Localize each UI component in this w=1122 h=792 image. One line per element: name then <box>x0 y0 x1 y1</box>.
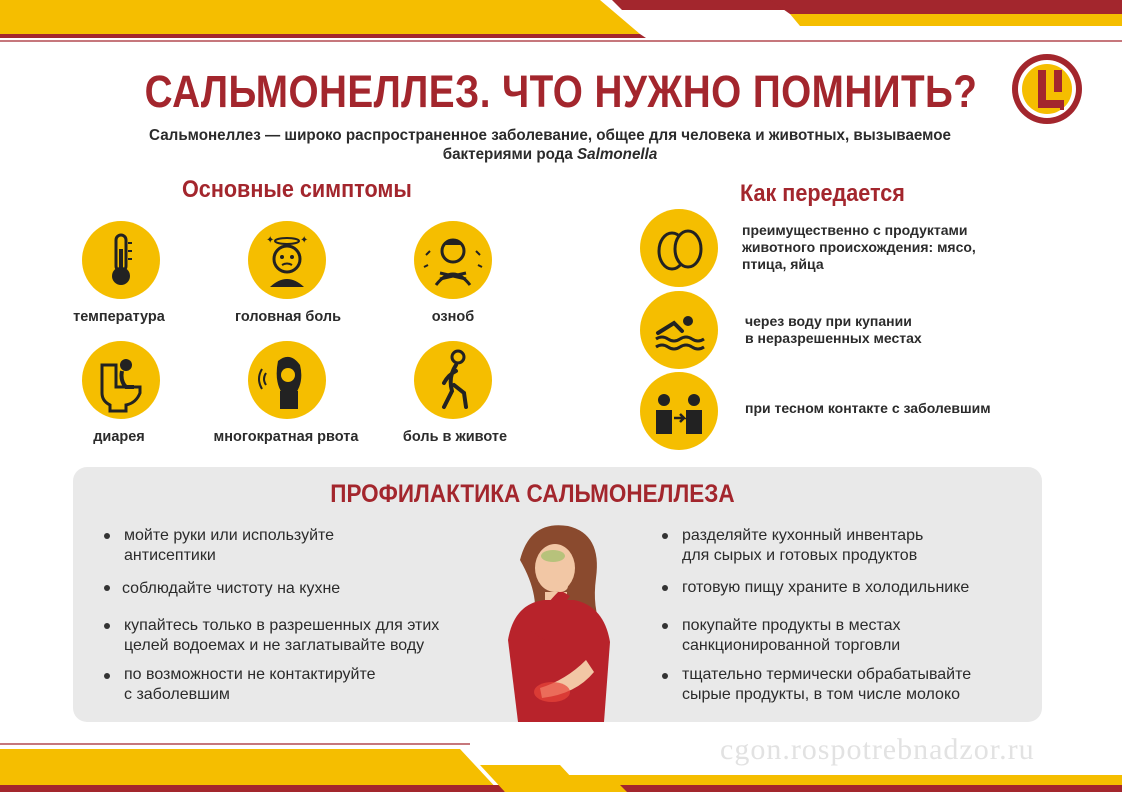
thermometer-icon <box>82 221 160 299</box>
symptom-label: диарея <box>93 429 145 445</box>
prevention-heading: ПРОФИЛАКТИКА САЛЬМОНЕЛЛЕЗА <box>330 480 735 508</box>
bullet-line: купайтесь только в разрешенных для этих <box>124 617 440 634</box>
bullet-dot <box>104 585 110 591</box>
bullet-line: с заболевшим <box>124 686 230 703</box>
transmission-item-3 <box>745 400 991 417</box>
bullet-dot <box>662 585 668 591</box>
transmission-line: преимущественно с продуктами <box>742 222 968 238</box>
top-stripes <box>0 0 1122 45</box>
bullet-line: санкционированной торговли <box>682 637 901 654</box>
prevention-right-item-2 <box>682 578 969 598</box>
bullet-line: покупайте продукты в местах <box>682 617 901 634</box>
prevention-left-item-3 <box>124 616 439 656</box>
prevention-left-item-4 <box>124 665 376 705</box>
bullet-dot <box>104 673 110 679</box>
transmission-line: при тесном контакте с заболевшим <box>745 400 991 416</box>
svg-text:✦: ✦ <box>300 235 309 246</box>
watermark: cgon.rospotrebnadzor.ru <box>720 733 1035 766</box>
chills-icon <box>414 221 492 299</box>
bullet-line: целей водоемах и не заглатывайте воду <box>124 637 425 654</box>
symptoms-heading: Основные симптомы <box>182 176 412 203</box>
subtitle-line2 <box>123 145 978 164</box>
toilet-icon <box>82 341 160 419</box>
symptom-label: боль в животе <box>402 429 508 445</box>
bullet-line: разделяйте кухонный инвентарь <box>682 527 924 544</box>
eggs-icon <box>640 209 718 287</box>
bullet-line: готовую пищу храните в холодильнике <box>682 579 970 596</box>
bullet-dot <box>104 533 110 539</box>
transmission-item-1 <box>742 222 976 273</box>
bullet-dot <box>662 533 668 539</box>
prevention-left-item-1 <box>124 526 334 566</box>
prevention-left-item-2 <box>122 579 340 599</box>
subtitle <box>123 126 978 164</box>
bullet-line: тщательно термически обрабатывайте <box>682 666 972 683</box>
stomach-pain-icon <box>414 341 492 419</box>
transmission-item-2 <box>745 313 922 347</box>
bullet-line: для сырых и готовых продуктов <box>682 547 918 564</box>
page-title: САЛЬМОНЕЛЛЕЗ. ЧТО НУЖНО ПОМНИТЬ? <box>144 66 978 117</box>
prevention-right-item-4 <box>682 665 971 705</box>
subtitle-line1: Сальмонеллез — широко распространенное заболевание, общее для человека и животных, вызываемое <box>149 127 951 144</box>
bullet-line: мойте руки или используйте <box>124 527 335 544</box>
svg-text:✦: ✦ <box>266 235 275 246</box>
sick-woman-illustration <box>490 520 640 722</box>
swimmer-icon <box>640 291 718 369</box>
vomiting-icon <box>248 341 326 419</box>
prevention-right-item-3 <box>682 616 901 656</box>
bullet-dot <box>662 673 668 679</box>
transmission-line: в неразрешенных местах <box>745 330 922 346</box>
headache-icon <box>248 221 326 299</box>
symptom-label: многократная рвота <box>213 429 359 445</box>
symptom-label: головная боль <box>234 309 342 325</box>
transmission-heading: Как передается <box>740 180 905 207</box>
symptom-label: температура <box>73 309 165 325</box>
prevention-right-item-1 <box>682 526 923 566</box>
transmission-line: через воду при купании <box>745 313 912 329</box>
symptom-label: озноб <box>431 309 475 325</box>
contact-icon <box>640 372 718 450</box>
bullet-dot <box>662 623 668 629</box>
transmission-line: птица, яйца <box>742 256 824 272</box>
bullet-line: сырые продукты, в том числе молоко <box>682 686 961 703</box>
subtitle-genus: Salmonella <box>577 146 658 163</box>
bullet-dot <box>104 623 110 629</box>
bullet-line: по возможности не контактируйте <box>124 666 376 683</box>
transmission-line: животного происхождения: мясо, <box>742 239 976 255</box>
bullet-line: соблюдайте чистоту на кухне <box>122 580 341 597</box>
subtitle-line2-prefix: бактериями рода <box>442 146 578 163</box>
bullet-line: антисептики <box>124 547 216 564</box>
